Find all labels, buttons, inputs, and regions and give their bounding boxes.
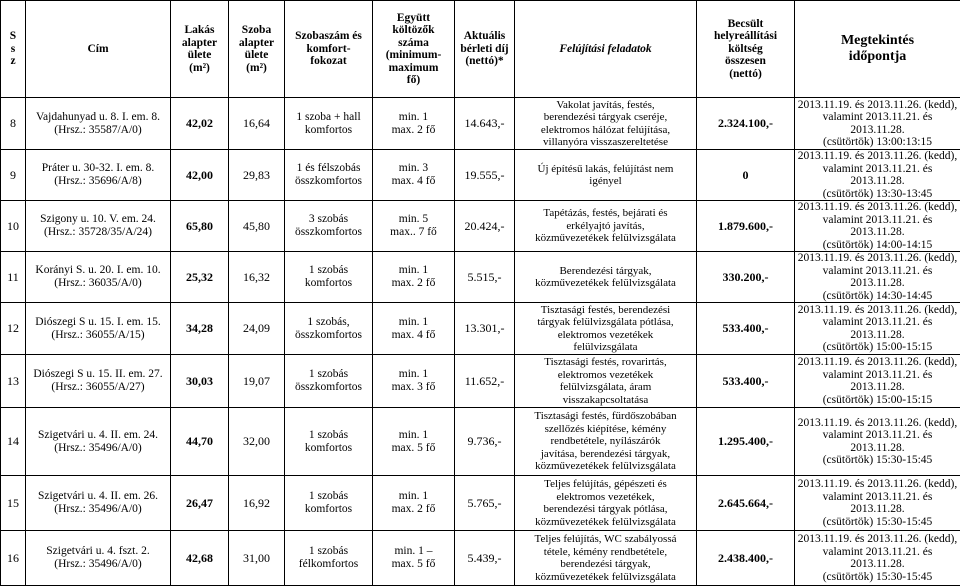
estimated-cost-cell: 1.295.400,- (697, 408, 795, 476)
rent-cell: 5.515,- (455, 252, 515, 303)
renovation-tasks-cell: Berendezési tárgyak, közművezetékek felülvizsgálata (515, 252, 697, 303)
row-index: 9 (1, 150, 26, 201)
estimated-cost-cell: 2.645.664,- (697, 476, 795, 531)
rooms-comfort-cell: 3 szobás összkomfortos (285, 201, 373, 252)
rooms-comfort-cell: 1 és félszobás összkomfortos (285, 150, 373, 201)
address-cell: Vajdahunyad u. 8. I. em. 8. (Hrsz.: 35587/A/0) (26, 98, 171, 150)
apartment-area-cell: 65,80 (171, 201, 229, 252)
table-row (1, 201, 960, 252)
room-area-cell: 45,80 (229, 201, 285, 252)
row-index: 12 (1, 303, 26, 355)
row-index: 15 (1, 476, 26, 531)
row-index: 14 (1, 408, 26, 476)
header-apartment-area: Lakás alapter ülete (m²) (171, 1, 229, 98)
estimated-cost-cell: 1.879.600,- (697, 201, 795, 252)
address-cell: Szigetvári u. 4. fszt. 2. (Hrsz.: 35496/A/0) (26, 531, 171, 586)
renovation-tasks-cell: Tisztasági festés, berendezési tárgyak felülvizsgálata pótlása, elektromos vezetékek felülvizsgálata (515, 303, 697, 355)
header-address: Cím (26, 1, 171, 98)
movers-cell: min. 3 max. 4 fő (373, 150, 455, 201)
address-cell: Szigony u. 10. V. em. 24. (Hrsz.: 35728/35/A/24) (26, 201, 171, 252)
header-viewing-time: Megtekintés időpontja (795, 1, 960, 98)
address-cell: Szigetvári u. 4. II. em. 24. (Hrsz.: 35496/A/0) (26, 408, 171, 476)
room-area-cell: 31,00 (229, 531, 285, 586)
rent-cell: 13.301,- (455, 303, 515, 355)
rooms-comfort-cell: 1 szobás komfortos (285, 252, 373, 303)
movers-cell: min. 1 max. 2 fő (373, 98, 455, 150)
estimated-cost-cell: 2.438.400,- (697, 531, 795, 586)
estimated-cost-cell: 330.200,- (697, 252, 795, 303)
movers-cell: min. 1 max. 2 fő (373, 252, 455, 303)
renovation-tasks-cell: Tisztasági festés, fürdőszobában szellőzés kiépítése, kémény rendbetétele, nyílászárók javítása, berendezési tárgyak, közművezetékek felülvizsgálata (515, 408, 697, 476)
rooms-comfort-cell: 1 szobás komfortos (285, 408, 373, 476)
renovation-tasks-cell: Teljes felújítás, WC szabályossá tétele, kémény rendbetétele, berendezési tárgyak, közművezetékek felülvizsgálata (515, 531, 697, 586)
rooms-comfort-cell: 1 szobás félkomfortos (285, 531, 373, 586)
table-row (1, 408, 960, 476)
apartment-area-cell: 30,03 (171, 355, 229, 408)
movers-cell: min. 1 max. 3 fő (373, 355, 455, 408)
rent-cell: 5.439,- (455, 531, 515, 586)
viewing-time-cell: 2013.11.19. és 2013.11.26. (kedd), valamint 2013.11.21. és 2013.11.28. (csütörtök) 13:00:13:15 (795, 98, 960, 150)
row-index: 8 (1, 98, 26, 150)
header-rent: Aktuális bérleti díj (nettó)* (455, 1, 515, 98)
rent-cell: 11.652,- (455, 355, 515, 408)
apartment-area-cell: 42,68 (171, 531, 229, 586)
header-rooms-comfort: Szobaszám és komfort- fokozat (285, 1, 373, 98)
movers-cell: min. 5 max.. 7 fő (373, 201, 455, 252)
row-index: 13 (1, 355, 26, 408)
renovation-tasks-cell: Tapétázás, festés, bejárati és erkélyajtó javítás, közművezetékek felülvizsgálata (515, 201, 697, 252)
table-row (1, 252, 960, 303)
viewing-time-cell: 2013.11.19. és 2013.11.26. (kedd), valamint 2013.11.21. és 2013.11.28. (csütörtök) 15:00-15:15 (795, 355, 960, 408)
rent-cell: 14.643,- (455, 98, 515, 150)
rent-cell: 20.424,- (455, 201, 515, 252)
viewing-time-cell: 2013.11.19. és 2013.11.26. (kedd), valamint 2013.11.21. és 2013.11.28. (csütörtök) 15:00-15:15 (795, 303, 960, 355)
room-area-cell: 32,00 (229, 408, 285, 476)
apartment-area-cell: 26,47 (171, 476, 229, 531)
address-cell: Diószegi S u. 15. I. em. 15. (Hrsz.: 36055/A/15) (26, 303, 171, 355)
rooms-comfort-cell: 1 szoba + hall komfortos (285, 98, 373, 150)
rent-cell: 19.555,- (455, 150, 515, 201)
apartment-area-cell: 34,28 (171, 303, 229, 355)
table-row (1, 98, 960, 150)
viewing-time-cell: 2013.11.19. és 2013.11.26. (kedd), valamint 2013.11.21. és 2013.11.28. (csütörtök) 14:00-14:15 (795, 201, 960, 252)
renovation-tasks-cell: Új építésű lakás, felújítást nem igényel (515, 150, 697, 201)
apartment-area-cell: 42,00 (171, 150, 229, 201)
apartment-area-cell: 25,32 (171, 252, 229, 303)
header-index: S s z (1, 1, 26, 98)
estimated-cost-cell: 2.324.100,- (697, 98, 795, 150)
address-cell: Diószegi S u. 15. II. em. 27. (Hrsz.: 36055/A/27) (26, 355, 171, 408)
viewing-time-cell: 2013.11.19. és 2013.11.26. (kedd), valamint 2013.11.21. és 2013.11.28. (csütörtök) 14:30-14:45 (795, 252, 960, 303)
rent-cell: 9.736,- (455, 408, 515, 476)
table-row (1, 476, 960, 531)
room-area-cell: 19,07 (229, 355, 285, 408)
viewing-time-cell: 2013.11.19. és 2013.11.26. (kedd), valamint 2013.11.21. és 2013.11.28. (csütörtök) 15:30-15:45 (795, 476, 960, 531)
apartment-area-cell: 42,02 (171, 98, 229, 150)
table-row (1, 150, 960, 201)
header-row (1, 1, 960, 98)
rooms-comfort-cell: 1 szobás komfortos (285, 476, 373, 531)
rooms-comfort-cell: 1 szobás összkomfortos (285, 355, 373, 408)
rooms-comfort-cell: 1 szobás, összkomfortos (285, 303, 373, 355)
estimated-cost-cell: 533.400,- (697, 355, 795, 408)
viewing-time-cell: 2013.11.19. és 2013.11.26. (kedd), valamint 2013.11.21. és 2013.11.28. (csütörtök) 15:30-15:45 (795, 408, 960, 476)
rent-cell: 5.765,- (455, 476, 515, 531)
row-index: 10 (1, 201, 26, 252)
movers-cell: min. 1 – max. 5 fő (373, 531, 455, 586)
address-cell: Korányi S. u. 20. I. em. 10. (Hrsz.: 36035/A/0) (26, 252, 171, 303)
viewing-time-cell: 2013.11.19. és 2013.11.26. (kedd), valamint 2013.11.21. és 2013.11.28. (csütörtök) 15:30-15:45 (795, 531, 960, 586)
row-index: 11 (1, 252, 26, 303)
apartment-area-cell: 44,70 (171, 408, 229, 476)
table-row (1, 355, 960, 408)
address-cell: Szigetvári u. 4. II. em. 26. (Hrsz.: 35496/A/0) (26, 476, 171, 531)
table-row (1, 531, 960, 586)
room-area-cell: 16,64 (229, 98, 285, 150)
estimated-cost-cell: 533.400,- (697, 303, 795, 355)
renovation-tasks-cell: Teljes felújítás, gépészeti és elektromos vezetékek, berendezési tárgyak pótlása, közművezetékek felülvizsgálata (515, 476, 697, 531)
row-index: 16 (1, 531, 26, 586)
header-estimated-cost: Becsült helyreállítási költség összesen (nettó) (697, 1, 795, 98)
renovation-tasks-cell: Vakolat javítás, festés, berendezési tárgyak cseréje, elektromos hálózat felújítása, villanyóra visszaszereltetése (515, 98, 697, 150)
movers-cell: min. 1 max. 5 fő (373, 408, 455, 476)
table-row (1, 303, 960, 355)
room-area-cell: 16,32 (229, 252, 285, 303)
room-area-cell: 16,92 (229, 476, 285, 531)
address-cell: Práter u. 30-32. I. em. 8. (Hrsz.: 35696/A/8) (26, 150, 171, 201)
header-movers: Együtt költözők száma (minimum- maximum fő) (373, 1, 455, 98)
room-area-cell: 24,09 (229, 303, 285, 355)
header-room-area: Szoba alapter ülete (m²) (229, 1, 285, 98)
viewing-time-cell: 2013.11.19. és 2013.11.26. (kedd), valamint 2013.11.21. és 2013.11.28. (csütörtök) 13:30-13:45 (795, 150, 960, 201)
estimated-cost-cell: 0 (697, 150, 795, 201)
room-area-cell: 29,83 (229, 150, 285, 201)
header-renovation-tasks: Felújítási feladatok (515, 1, 697, 98)
movers-cell: min. 1 max. 2 fő (373, 476, 455, 531)
renovation-tasks-cell: Tisztasági festés, rovarirtás, elektromos vezetékek felülvizsgálata, áram visszakapcsoltatása (515, 355, 697, 408)
movers-cell: min. 1 max. 4 fő (373, 303, 455, 355)
